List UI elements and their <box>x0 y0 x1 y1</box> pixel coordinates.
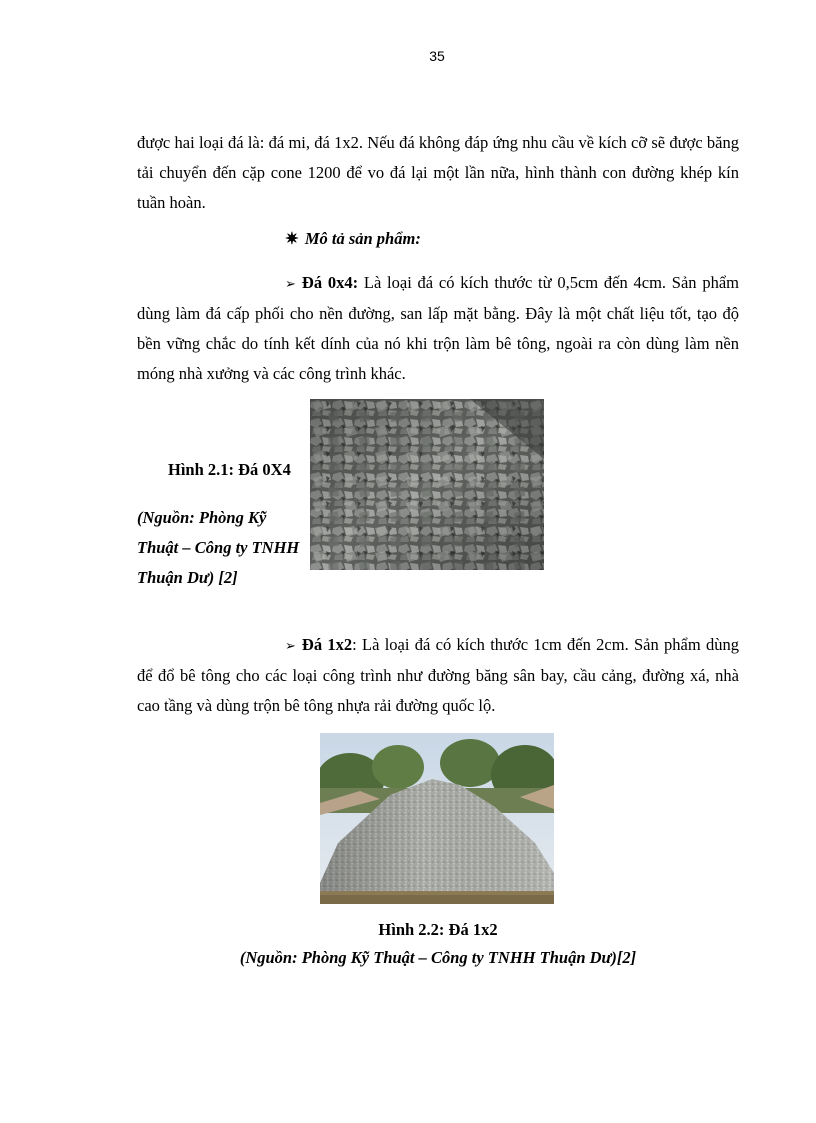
figure-1-source: (Nguồn: Phòng Kỹ Thuật – Công ty TNHH Thuận Dư) [2] <box>137 508 300 587</box>
crushed-stone-0x4-photo <box>310 399 544 570</box>
arrow-bullet-icon: ➢ <box>285 276 296 291</box>
page-number: 35 <box>429 48 445 64</box>
star-bullet-icon: ✷ <box>285 229 299 248</box>
product-1x2-description: : Là loại đá có kích thước 1cm đến 2cm. Sản phẩm dùng để đổ bê tông cho các loại công trình như đường băng sân bay, cầu cảng, đường xá, nhà cao tầng và dùng trộn bê tông nhựa rải đường quốc lộ. <box>137 635 739 715</box>
section-heading-text: Mô tả sản phẩm: <box>304 229 421 248</box>
figure-2-source: (Nguồn: Phòng Kỹ Thuật – Công ty TNHH Thuận Dư)[2] <box>239 948 637 967</box>
product-0x4-paragraph <box>137 268 739 389</box>
product-1x2-name: Đá 1x2 <box>301 635 353 654</box>
product-0x4-description: Là loại đá có kích thước từ 0,5cm đến 4cm. Sản phẩm dùng làm đá cấp phối cho nền đường, san lấp mặt bằng. Đây là một chất liệu tốt, tạo độ bền vững chắc do tính kết dính của nó khi trộn làm bê tông, ngoài ra còn dùng làm nền móng nhà xưởng và các công trình khác. <box>137 273 739 383</box>
figure-2-title: Hình 2.2: Đá 1x2 <box>378 920 498 939</box>
product-0x4-name: Đá 0x4: <box>301 273 359 292</box>
section-heading <box>285 229 421 249</box>
product-1x2-paragraph <box>137 630 739 721</box>
intro-paragraph: được hai loại đá là: đá mi, đá 1x2. Nếu đá không đáp ứng nhu cầu về kích cỡ sẽ được băng tải chuyển đến cặp cone 1200 để vo đá lại một lần nữa, hình thành con đường khép kín tuần hoàn. <box>137 133 739 212</box>
arrow-bullet-icon: ➢ <box>285 638 296 653</box>
crushed-stone-1x2-pile-photo <box>320 733 554 904</box>
figure-1-title: Hình 2.1: Đá 0X4 <box>168 460 291 479</box>
